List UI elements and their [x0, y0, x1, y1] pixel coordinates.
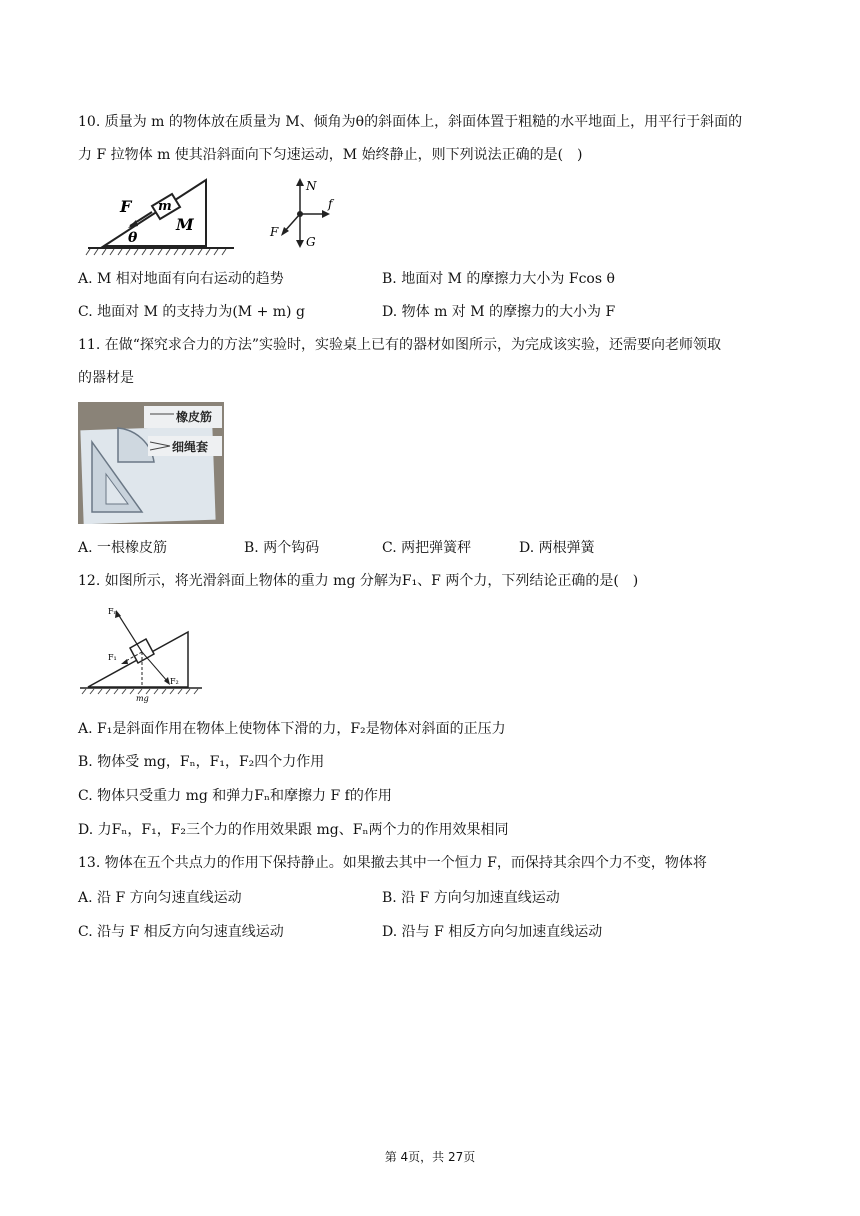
q10-option-c: C. 地面对 M 的支持力为(M + m) g [78, 304, 305, 320]
q10-incline-figure [84, 172, 244, 256]
normal-force-FN-label: Fₙ [108, 607, 118, 616]
q11-equipment-photo [78, 402, 224, 524]
weight-mg-label: mg [136, 694, 149, 703]
q13-option-a: A. 沿 F 方向匀速直线运动 [78, 890, 242, 906]
q10-option-a: A. M 相对地面有向右运动的趋势 [78, 271, 284, 287]
mass-M-label: M [176, 215, 194, 234]
q13-option-c: C. 沿与 F 相反方向匀速直线运动 [78, 924, 284, 940]
q13-stem-line1: 13. 物体在五个共点力的作用下保持静止。如果撤去其中一个恒力 F，而保持其余四个力不变，物体将 [78, 855, 707, 871]
q13-option-b: B. 沿 F 方向匀加速直线运动 [382, 890, 560, 906]
component-F1-label: F₁ [108, 653, 117, 662]
q10-force-diagram [262, 174, 344, 254]
q10-option-b: B. 地面对 M 的摩擦力大小为 Fcos θ [382, 271, 615, 287]
force-F-label: F [120, 197, 132, 216]
string-loop-label: 细绳套 [172, 440, 209, 454]
q10-option-d: D. 物体 m 对 M 的摩擦力的大小为 F [382, 304, 616, 320]
q12-option-d: D. 力Fₙ，F₁，F₂三个力的作用效果跟 mg、Fₙ两个力的作用效果相同 [78, 822, 509, 838]
q12-option-c: C. 物体只受重力 mg 和弹力Fₙ和摩擦力 F f的作用 [78, 788, 392, 804]
force-F-diagram-label: F [270, 225, 279, 239]
component-F2-label: F₂ [170, 677, 179, 686]
q12-option-a: A. F₁是斜面作用在物体上使物体下滑的力，F₂是物体对斜面的正压力 [78, 721, 506, 737]
q10-stem-line1: 10. 质量为 m 的物体放在质量为 M、倾角为θ的斜面体上，斜面体置于粗糙的水平地面上，用平行于斜面的 [78, 114, 743, 130]
gravity-G-label: G [306, 235, 316, 249]
friction-f-label: f [328, 197, 333, 211]
theta-label: θ [128, 230, 138, 246]
q11-option-c: C. 两把弹簧秤 [382, 540, 472, 556]
page-footer: 第 4页，共 27页 [384, 1150, 476, 1164]
rubber-band-label: 橡皮筋 [176, 410, 213, 424]
normal-force-N-label: N [306, 179, 317, 193]
q12-option-b: B. 物体受 mg，Fₙ，F₁，F₂四个力作用 [78, 754, 325, 770]
q11-option-a: A. 一根橡皮筋 [78, 540, 168, 556]
q11-option-d: D. 两根弹簧 [519, 540, 595, 556]
q11-stem-line1: 11. 在做“探究求合力的方法”实验时，实验桌上已有的器材如图所示，为完成该实验，还需要向老师领取 [78, 337, 722, 353]
mass-m-label: m [158, 199, 172, 214]
q11-option-b: B. 两个钩码 [244, 540, 320, 556]
q13-option-d: D. 沿与 F 相反方向匀加速直线运动 [382, 924, 603, 940]
q10-stem-line2: 力 F 拉物体 m 使其沿斜面向下匀速运动，M 始终静止，则下列说法正确的是( ) [78, 147, 583, 163]
q12-incline-figure [78, 604, 204, 704]
q12-stem-line1: 12. 如图所示，将光滑斜面上物体的重力 mg 分解为F₁、F 两个力，下列结论正确的是( ) [78, 573, 639, 589]
q11-stem-line2: 的器材是 [78, 370, 134, 386]
